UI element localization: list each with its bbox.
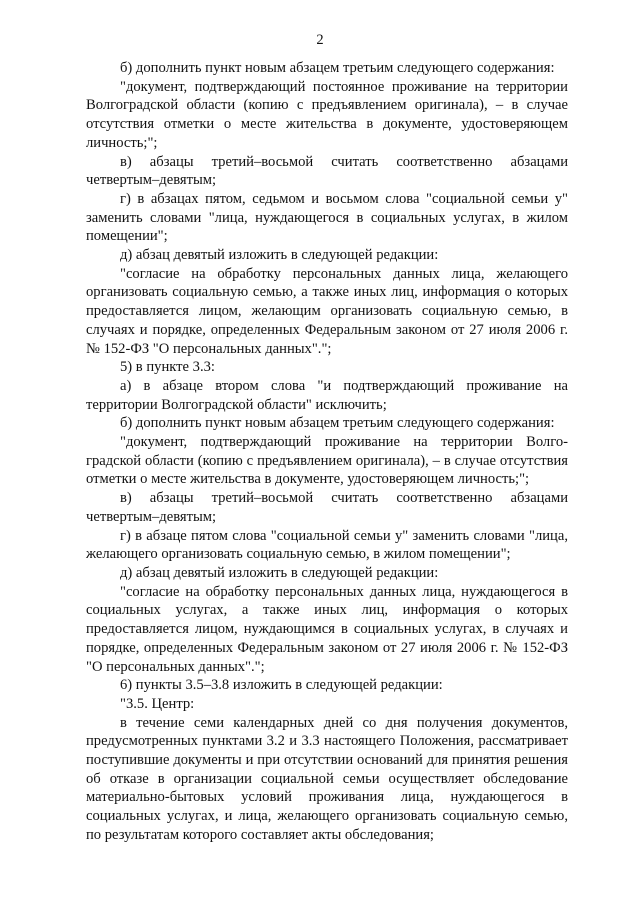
paragraph-d-ninth-paragraph-2: д) абзац девятый изложить в следующей редакции: [120,564,439,581]
paragraph-quoted-consent-2: "согласие на обработку персональных данных лица, нуждающегося в социальных услугах, а также иных лиц, информация о которых предоставляется лицом, нуждающимся в социальных услугах, в случаях и порядке, определенных Федеральным законом от 27 июля 2006 г. № 152-ФЗ "О персональных данных"."; [86,583,568,675]
paragraph-quoted-residence-document: "документ, подтверждающий постоянное проживание на территории Волгоградской области (копию с предъявлением оригинала), – в случае отсутствия отметки о месте жительства в документе, удостоверяющем личность;"; [86,78,568,151]
paragraph-v-renumber: в) абзацы третий–восьмой считать соответственно абзацами четвертым–девятым; [86,153,568,189]
paragraph-g-replace-words-2: г) в абзаце пятом слова "социальной семьи у" заменить словами "лица, желающего организовать социальную семью, в жилом помещении"; [86,527,568,563]
paragraph-seven-days-inspection: в течение семи календарных дней со дня получения документов, предусмотренных пунктами 3.2 и 3.3 настоящего Положения, рассматривает поступившие документы и при отсутствии оснований для принятия решения об отказе в организации социальной семьи осуществляет обследование материально-бытовых условий проживания лица, нуждающегося в социальных услугах, и лица, желающего организовать социальную семью, по результатам которого составляет акты обследования; [86,714,568,843]
paragraph-g-replace-words: г) в абзацах пятом, седьмом и восьмом слова "социальной семьи у" заменить словами "лица, нуждающегося в социальных услугах, в жилом помещении"; [86,190,568,245]
paragraph-b-add-paragraph-2: б) дополнить пункт новым абзацем третьим следующего содержания: [120,415,555,432]
paragraph-a-exclude-words: а) в абзаце втором слова "и подтверждающий проживание на территории Волгоградской области" исключить; [86,377,568,413]
paragraph-quoted-residence-document-2: "документ, подтверждающий проживание на территории Волго-градской области (копию с предъявлением оригинала), – в случае отсутствия отметки о месте жительства в документе, удостоверяющем личность;"; [86,434,568,488]
paragraph-item-6: 6) пункты 3.5–3.8 изложить в следующей редакции: [120,677,443,694]
document-body [86,59,568,845]
paragraph-v-renumber-2: в) абзацы третий–восьмой считать соответственно абзацами четвертым–девятым; [86,490,568,525]
paragraph-b-add-paragraph: б) дополнить пункт новым абзацем третьим следующего содержания: [120,60,555,76]
paragraph-d-ninth-paragraph: д) абзац девятый изложить в следующей редакции: [120,247,439,264]
paragraph-item-5: 5) в пункте 3.3: [120,359,215,376]
page-number: 2 [316,32,324,48]
paragraph-item-3-5-center: "3.5. Центр: [120,695,195,712]
paragraph-quoted-consent: "согласие на обработку персональных данных лица, желающего организовать социальную семью, а также иных лиц, информация о которых предоставляется лицом, желающим организовать социальную семью, в случаях и порядке, определенных Федеральным законом от 27 июля 2006 г. № 152-ФЗ "О персональных данных"."; [86,265,568,357]
